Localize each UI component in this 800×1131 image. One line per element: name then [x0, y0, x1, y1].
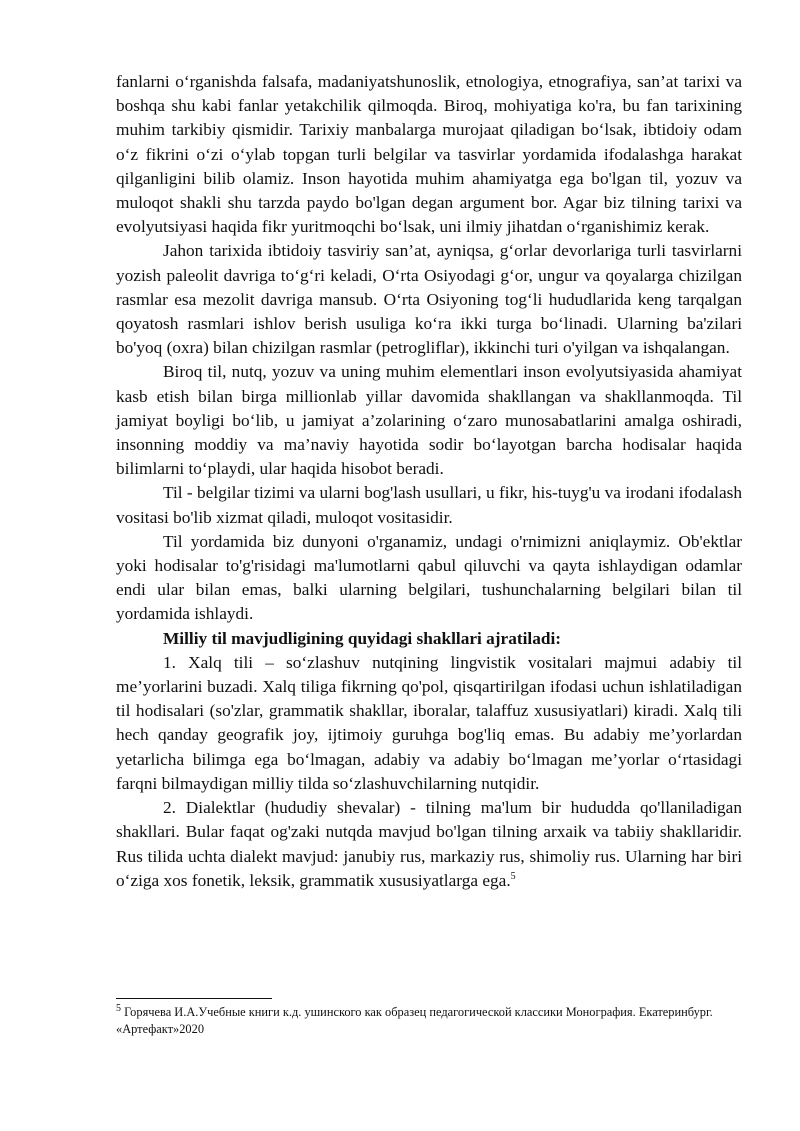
footnote-divider	[116, 998, 272, 999]
list-item-dialects-text: 2. Dialektlar (hududiy shevalar) - tilning ma'lum bir hududda qo'llaniladigan shakllari. Bular faqat og'zaki nutqda mavjud bo'lgan tilning arxaik va tabiiy shakllaridir. Rus tilida uchta dialekt mavjud: janubiy rus, markaziy rus, shimoliy rus. Ularning har biri o‘ziga xos fonetik, leksik, grammatik xususiyatlarga ega.	[116, 798, 742, 890]
paragraph-language-world: Til yordamida biz dunyoni o'rganamiz, undagi o'rnimizni aniqlaymiz. Ob'ektlar yoki hodisalar to'g'risidagi ma'lumotlarni qabul qiluvchi va qayta ishlaydigan odamlar endi ular bilan emas, balki ularning belgilari, tushunchalarning belgilari bilan til yordamida ishlaydi.	[116, 531, 742, 624]
body-text	[116, 70, 742, 893]
footnote-number: 5	[116, 1002, 121, 1014]
footnote-text: Горячева И.А.Учебные книги к.д. ушинского как образец педагогической классики Монография. Екатеринбург. «Артефакт»2020	[116, 1005, 713, 1036]
paragraph-language-definition: Til - belgilar tizimi va ularni bog'lash usullari, u fikr, his-tuyg'u va irodani ifodalash vositasi bo'lib xizmat qiladi, muloqot vositasidir.	[116, 483, 742, 527]
footnote-reference[interactable]: 5	[510, 870, 516, 882]
list-item-dialects	[116, 796, 742, 893]
paragraph-continuation: fanlarni o‘rganishda falsafa, madaniyatshunoslik, etnologiya, etnografiya, san’at tarixi va boshqa shu kabi fanlar yetakchilik qilmoqda. Biroq, mohiyatiga ko'ra, bu fan tarixining muhim tarkibiy qismidir. Tarixiy manbalarga murojaat qiladigan bo‘lsak, ibtidoiy odam o‘z fikrini o‘zi o‘ylab topgan turli belgilar va tasvirlar yordamida ifodalashga harakat qilganligini bilib olamiz. Inson hayotida muhim ahamiyatga ega bo'lgan til, yozuv va muloqot shakli shu tarzda paydo bo'lgan degan argument bor. Agar biz tilning tarixi va evolyutsiyasi haqida fikr yuritmoqchi bo‘lsak, uni ilmiy jihatdan o‘rganishimiz kerak.	[116, 72, 742, 237]
paragraph-language-evolution: Biroq til, nutq, yozuv va uning muhim elementlari inson evolyutsiyasida ahamiyat kasb etish bilan birga millionlab yillar davomida shakllangan va shakllanmoqda. Til jamiyat boyligi bo‘lib, u jamiyat a’zolarining o‘zaro munosabatlarini amalga oshiradi, insonning moddiy va ma’naviy hayotida sodir bo‘layotgan barcha hodisalar haqida bilimlarni to‘playdi, ular haqida hisobot beradi.	[116, 362, 742, 479]
section-heading: Milliy til mavjudligining quyidagi shakllari ajratiladi:	[163, 628, 562, 648]
paragraph-cave-art: Jahon tarixida ibtidoiy tasviriy san’at, ayniqsa, g‘orlar devorlariga turli tasvirlarni yozish paleolit davriga to‘g‘ri keladi, O‘rta Osiyodagi g‘or, ungur va qoyalarga chizilgan rasmlar esa mezolit davriga mansub. O‘rta Osiyoning tog‘li hududlarida keng tarqalgan qoyatosh rasmlari ishlov berish usuliga ko‘ra ikki turga bo‘linadi. Ularning ba'zilari bo'yoq (oxra) bilan chizilgan rasmlar (petrogliflar), ikkinchi turi o'yilgan va ishqalangan.	[116, 241, 742, 358]
list-item-folk-language: 1. Xalq tili – so‘zlashuv nutqining lingvistik vositalari majmui adabiy til me’yorlarini buzadi. Xalq tiliga fikrning qo'pol, qisqartirilgan ifodasi uchun ishlatiladigan til hodisalari (so'zlar, grammatik shakllar, iboralar, talaffuz xususiyatlari) kiradi. Xalq tili hech qanday geografik joy, ijtimoiy guruhga bog'liq emas. Bu adabiy me’yorlardan yetarlicha bilimga ega bo‘lmagan, adabiy va adabiy bo‘lmagan me’yorlar o‘rtasidagi farqni bilmaydigan milliy tilda so‘zlashuvchilarning nutqidir.	[116, 652, 742, 793]
footnote	[116, 1004, 742, 1038]
